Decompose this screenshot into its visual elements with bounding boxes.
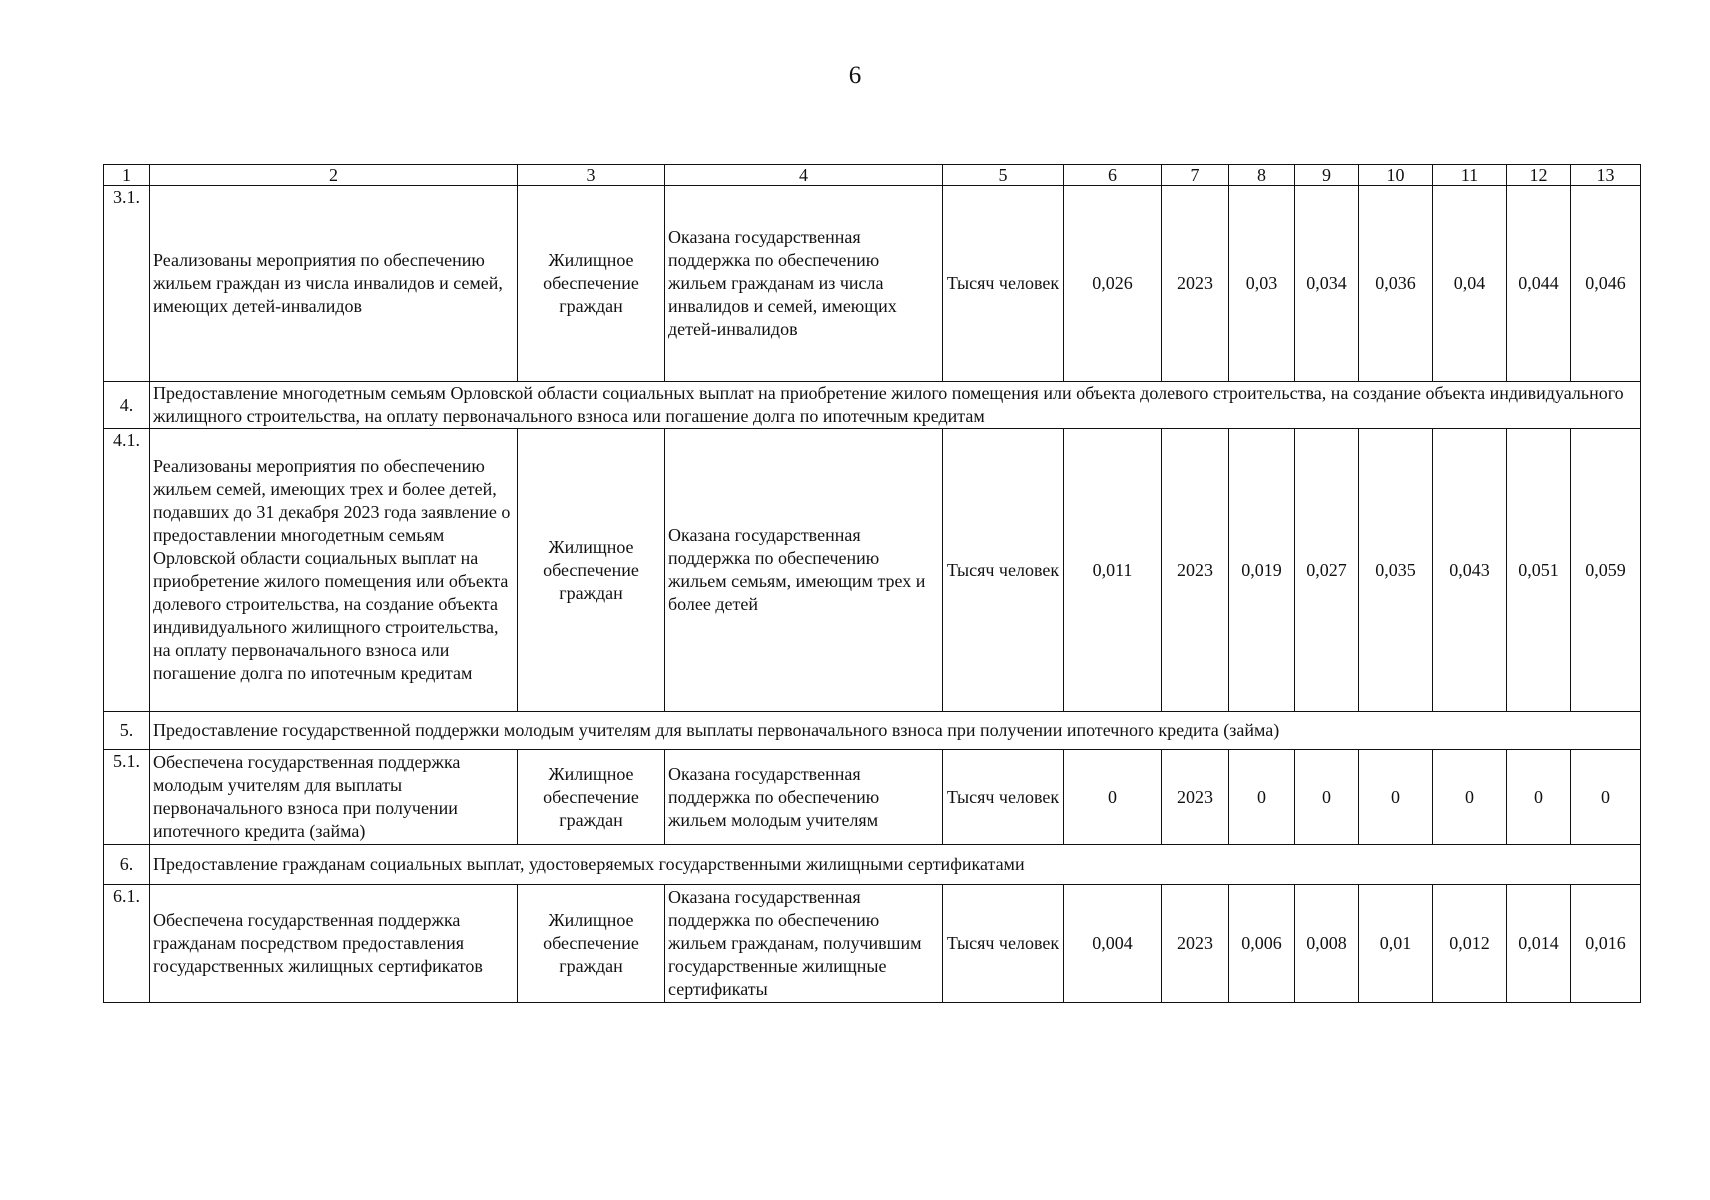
base-value: 0,026 bbox=[1064, 186, 1162, 382]
measure-type: Жилищное обеспечение граждан bbox=[518, 429, 665, 712]
column-number: 4 bbox=[665, 165, 943, 186]
year-value: 0,051 bbox=[1507, 429, 1571, 712]
year-value: 0,012 bbox=[1433, 885, 1507, 1003]
base-year: 2023 bbox=[1162, 750, 1229, 845]
year-value: 0,016 bbox=[1571, 885, 1641, 1003]
section-row bbox=[104, 845, 1641, 885]
indicator-description: Оказана государственная поддержка по обеспечению жильем гражданам из числа инвалидов и семей, имеющих детей-инвалидов bbox=[665, 186, 943, 382]
indicator-description: Оказана государственная поддержка по обеспечению жильем семьям, имеющим трех и более детей bbox=[665, 429, 943, 712]
base-value: 0 bbox=[1064, 750, 1162, 845]
column-number: 12 bbox=[1507, 165, 1571, 186]
column-number: 9 bbox=[1295, 165, 1359, 186]
section-title: Предоставление государственной поддержки молодым учителям для выплаты первоначального взноса при получении ипотечного кредита (займа) bbox=[150, 712, 1641, 750]
section-row bbox=[104, 382, 1641, 429]
base-year: 2023 bbox=[1162, 186, 1229, 382]
year-value: 0 bbox=[1507, 750, 1571, 845]
table-row bbox=[104, 186, 1641, 382]
column-number: 7 bbox=[1162, 165, 1229, 186]
measures-table bbox=[103, 164, 1641, 1003]
unit: Тысяч человек bbox=[943, 186, 1064, 382]
page-number: 6 bbox=[848, 62, 862, 89]
unit: Тысяч человек bbox=[943, 885, 1064, 1003]
column-number: 8 bbox=[1229, 165, 1295, 186]
year-value: 0,043 bbox=[1433, 429, 1507, 712]
year-value: 0,046 bbox=[1571, 186, 1641, 382]
measure-description: Обеспечена государственная поддержка молодым учителям для выплаты первоначального взноса при получении ипотечного кредита (займа) bbox=[150, 750, 518, 845]
section-number: 5. bbox=[104, 712, 150, 750]
indicator-description: Оказана государственная поддержка по обеспечению жильем молодым учителям bbox=[665, 750, 943, 845]
section-number: 6. bbox=[104, 845, 150, 885]
base-year: 2023 bbox=[1162, 429, 1229, 712]
unit: Тысяч человек bbox=[943, 429, 1064, 712]
column-number: 10 bbox=[1359, 165, 1433, 186]
row-number: 3.1. bbox=[104, 186, 150, 382]
base-value: 0,004 bbox=[1064, 885, 1162, 1003]
measure-type: Жилищное обеспечение граждан bbox=[518, 885, 665, 1003]
indicator-description: Оказана государственная поддержка по обеспечению жильем гражданам, получившим государственные жилищные сертификаты bbox=[665, 885, 943, 1003]
unit: Тысяч человек bbox=[943, 750, 1064, 845]
year-value: 0 bbox=[1433, 750, 1507, 845]
year-value: 0,014 bbox=[1507, 885, 1571, 1003]
column-number: 2 bbox=[150, 165, 518, 186]
year-value: 0,03 bbox=[1229, 186, 1295, 382]
measure-type: Жилищное обеспечение граждан bbox=[518, 186, 665, 382]
column-number: 11 bbox=[1433, 165, 1507, 186]
column-number: 3 bbox=[518, 165, 665, 186]
section-title: Предоставление гражданам социальных выплат, удостоверяемых государственными жилищными сертификатами bbox=[150, 845, 1641, 885]
year-value: 0,01 bbox=[1359, 885, 1433, 1003]
table-row bbox=[104, 429, 1641, 712]
year-value: 0,027 bbox=[1295, 429, 1359, 712]
section-row bbox=[104, 712, 1641, 750]
column-number-row bbox=[104, 165, 1641, 186]
year-value: 0,019 bbox=[1229, 429, 1295, 712]
year-value: 0,036 bbox=[1359, 186, 1433, 382]
year-value: 0,006 bbox=[1229, 885, 1295, 1003]
row-number: 4.1. bbox=[104, 429, 150, 712]
table-row bbox=[104, 885, 1641, 1003]
row-number: 6.1. bbox=[104, 885, 150, 1003]
column-number: 13 bbox=[1571, 165, 1641, 186]
row-number: 5.1. bbox=[104, 750, 150, 845]
column-number: 5 bbox=[943, 165, 1064, 186]
year-value: 0 bbox=[1359, 750, 1433, 845]
year-value: 0,059 bbox=[1571, 429, 1641, 712]
measure-type: Жилищное обеспечение граждан bbox=[518, 750, 665, 845]
base-year: 2023 bbox=[1162, 885, 1229, 1003]
section-title: Предоставление многодетным семьям Орловской области социальных выплат на приобретение жилого помещения или объекта долевого строительства, на создание объекта индивидуального жилищного строительства, на оплату первоначального взноса или погашение долга по ипотечным кредитам bbox=[150, 382, 1641, 429]
measure-description: Реализованы мероприятия по обеспечению жильем граждан из числа инвалидов и семей, имеющих детей-инвалидов bbox=[150, 186, 518, 382]
year-value: 0,044 bbox=[1507, 186, 1571, 382]
year-value: 0,04 bbox=[1433, 186, 1507, 382]
year-value: 0 bbox=[1295, 750, 1359, 845]
year-value: 0,008 bbox=[1295, 885, 1359, 1003]
section-number: 4. bbox=[104, 382, 150, 429]
year-value: 0,034 bbox=[1295, 186, 1359, 382]
measure-description: Реализованы мероприятия по обеспечению жильем семей, имеющих трех и более детей, подавших до 31 декабря 2023 года заявление о предоставлении многодетным семьям Орловской области социальных выплат на приобретение жилого помещения или объекта долевого строительства, на создание объекта индивидуального жилищного строительства, на оплату первоначального взноса или погашение долга по ипотечным кредитам bbox=[150, 429, 518, 712]
table-row bbox=[104, 750, 1641, 845]
column-number: 6 bbox=[1064, 165, 1162, 186]
measure-description: Обеспечена государственная поддержка гражданам посредством предоставления государственных жилищных сертификатов bbox=[150, 885, 518, 1003]
base-value: 0,011 bbox=[1064, 429, 1162, 712]
column-number: 1 bbox=[104, 165, 150, 186]
year-value: 0 bbox=[1229, 750, 1295, 845]
year-value: 0,035 bbox=[1359, 429, 1433, 712]
year-value: 0 bbox=[1571, 750, 1641, 845]
